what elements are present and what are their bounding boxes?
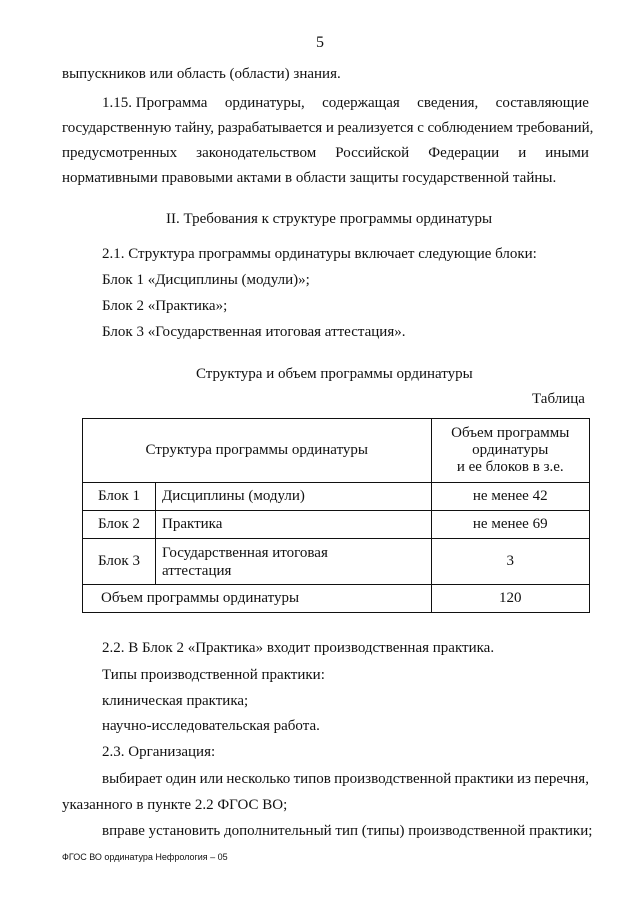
word: или — [199, 771, 224, 787]
paragraph-2-3a-line1 — [102, 771, 589, 788]
word: предусмотренных — [62, 145, 178, 161]
header-volume — [431, 419, 590, 483]
word: один — [165, 771, 197, 787]
page-number: 5 — [316, 34, 324, 51]
name-cell-line: Государственная итоговая — [162, 544, 328, 561]
block-item-2: Блок 2 «Практика»; — [102, 298, 228, 314]
block-cell: Блок 1 — [83, 483, 156, 511]
word: практики — [454, 771, 514, 787]
block-cell: Блок 3 — [83, 539, 156, 585]
paragraph-2-3: 2.3. Организация: — [102, 744, 216, 760]
table-title: Структура и объем программы ординатуры — [196, 366, 473, 382]
word: Российской — [335, 145, 410, 161]
word: содержащая — [322, 95, 400, 111]
name-cell: Дисциплины (модули) — [156, 483, 432, 511]
header-volume-line: ординатуры — [472, 442, 549, 458]
word: выбирает — [102, 771, 163, 787]
value-cell: 3 — [431, 539, 590, 585]
header-structure: Структура программы ординатуры — [83, 419, 432, 483]
word: 1.15. Программа — [102, 95, 208, 111]
word: законодательством — [196, 145, 317, 161]
table-header-row — [83, 419, 590, 483]
structure-table — [82, 418, 590, 613]
block-item-1: Блок 1 «Дисциплины (модули)»; — [102, 272, 310, 288]
table-label: Таблица — [532, 391, 585, 407]
word: составляющие — [495, 95, 589, 111]
word: сведения, — [417, 95, 479, 111]
word: иными — [545, 145, 589, 161]
block-cell: Блок 2 — [83, 511, 156, 539]
word: несколько — [226, 771, 291, 787]
word: ординатуры, — [224, 95, 305, 111]
word: Федерации — [428, 145, 500, 161]
paragraph-2-3a-line2: указанного в пункте 2.2 ФГОС ВО; — [62, 797, 288, 813]
name-cell: Практика — [156, 511, 432, 539]
footer-doc-id: ФГОС ВО ординатура Нефрология – 05 — [62, 852, 228, 862]
word: перечня, — [534, 771, 589, 787]
table-total-row — [83, 585, 590, 613]
name-cell — [156, 539, 432, 585]
name-cell-line: аттестация — [162, 562, 232, 579]
total-label: Объем программы ординатуры — [83, 585, 432, 613]
paragraph-1-15-line2: государственную тайну, разрабатывается и реализуется с соблюдением требований, — [62, 120, 594, 136]
block-item-3: Блок 3 «Государственная итоговая аттестация». — [102, 324, 406, 340]
word: типов — [293, 771, 331, 787]
section-heading: II. Требования к структуре программы ординатуры — [166, 211, 493, 227]
paragraph-2-3b: вправе установить дополнительный тип (типы) производственной практики; — [102, 823, 593, 839]
table-row — [83, 483, 590, 511]
word: производственной — [334, 771, 452, 787]
value-cell: не менее 69 — [431, 511, 590, 539]
practice-type-1: клиническая практика; — [102, 693, 249, 709]
header-volume-line: и ее блоков в з.е. — [456, 459, 564, 475]
paragraph-1-15-line3 — [62, 145, 589, 162]
header-volume-line: Объем программы — [451, 425, 570, 441]
paragraph-1-15-line4: нормативными правовыми актами в области защиты государственной тайны. — [62, 170, 557, 186]
types-heading: Типы производственной практики: — [102, 667, 325, 683]
paragraph-2-2: 2.2. В Блок 2 «Практика» входит производственная практика. — [102, 640, 495, 656]
table-row — [83, 539, 590, 585]
paragraph-intro: выпускников или область (области) знания. — [62, 66, 341, 82]
total-value: 120 — [431, 585, 590, 613]
practice-type-2: научно-исследовательская работа. — [102, 718, 320, 734]
word: из — [517, 771, 531, 787]
word: и — [518, 145, 527, 161]
paragraph-2-1: 2.1. Структура программы ординатуры включает следующие блоки: — [102, 246, 537, 262]
paragraph-1-15-line1 — [102, 95, 589, 112]
value-cell: не менее 42 — [431, 483, 590, 511]
table-row — [83, 511, 590, 539]
